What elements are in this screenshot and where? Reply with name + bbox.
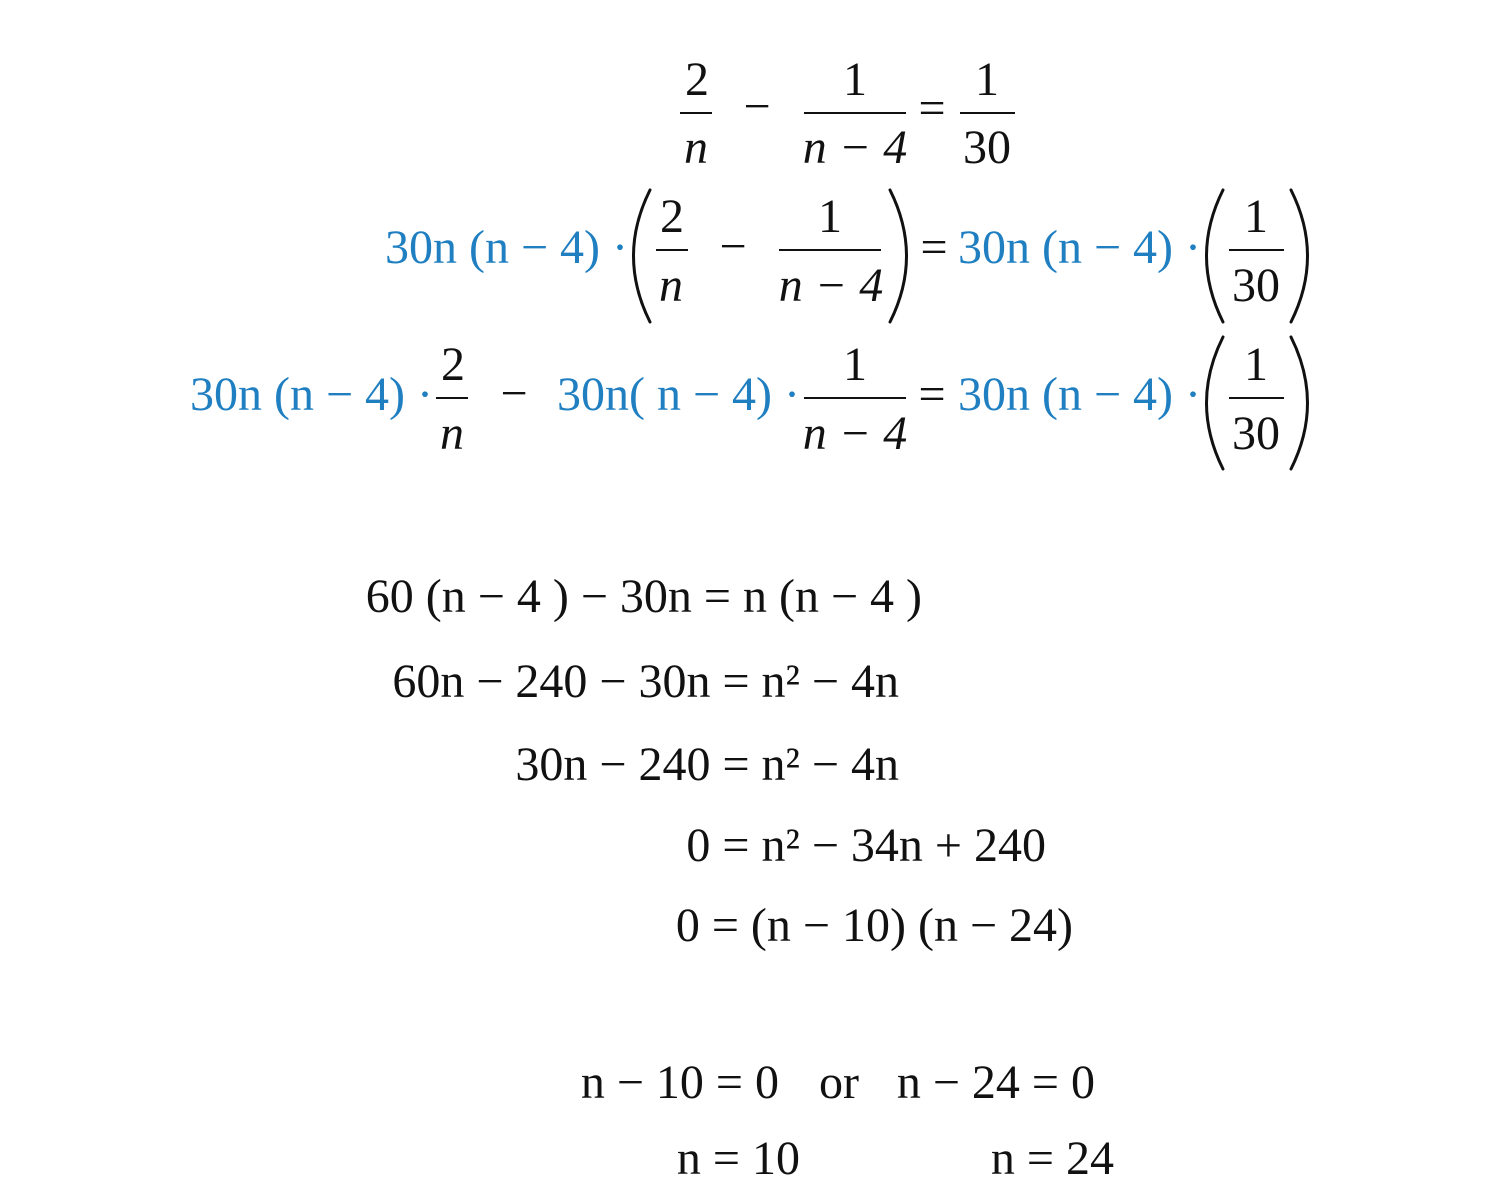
minus-sign: − xyxy=(719,220,747,273)
equals-sign: = xyxy=(918,82,946,135)
distributed-line xyxy=(190,337,1308,469)
step-equation: 30n − 240 = n² − 4n xyxy=(515,738,899,791)
step-equation: 60 (n − 4 ) − 30n = n (n − 4 ) xyxy=(365,570,922,623)
fraction-denominator: 30 xyxy=(1232,407,1280,460)
fraction-denominator: n xyxy=(440,407,464,460)
lcd-multiplication-line xyxy=(385,190,1308,322)
fraction-denominator: 30 xyxy=(963,121,1011,174)
left-parenthesis xyxy=(1207,337,1224,469)
lcd-factor: 30n (n − 4) · xyxy=(958,221,1202,274)
equals-sign: = xyxy=(918,368,946,421)
step-equation: 0 = (n − 10) (n − 24) xyxy=(675,899,1073,952)
factor-equation-right: n − 24 = 0 xyxy=(896,1056,1095,1109)
fraction-numerator: 2 xyxy=(685,53,709,106)
fraction-numerator: 2 xyxy=(660,190,684,243)
lcd-factor: 30n( n − 4) · xyxy=(557,368,801,421)
fraction-denominator: n − 4 xyxy=(778,259,884,312)
fraction-numerator: 1 xyxy=(1244,338,1268,391)
lcd-factor: 30n (n − 4) · xyxy=(385,221,629,274)
solutions xyxy=(581,1056,1114,1185)
lcd-factor: 30n (n − 4) · xyxy=(190,368,434,421)
fraction-numerator: 2 xyxy=(441,338,465,391)
fraction-denominator: n xyxy=(684,121,708,174)
fraction-denominator: 30 xyxy=(1232,259,1280,312)
right-parenthesis xyxy=(890,190,907,322)
simplification-steps xyxy=(366,570,1073,952)
fraction-numerator: 1 xyxy=(975,53,999,106)
fraction-numerator: 1 xyxy=(1244,190,1268,243)
solution-right: n = 24 xyxy=(990,1132,1114,1185)
fraction-numerator: 1 xyxy=(843,53,867,106)
step-equation: 60n − 240 − 30n = n² − 4n xyxy=(392,655,899,708)
or-word: or xyxy=(819,1056,859,1109)
fraction-denominator: n − 4 xyxy=(802,407,908,460)
step-equation: 0 = n² − 34n + 240 xyxy=(686,819,1046,872)
original-equation xyxy=(680,53,1015,174)
right-parenthesis xyxy=(1291,190,1308,322)
left-parenthesis xyxy=(634,190,651,322)
right-parenthesis xyxy=(1291,337,1308,469)
fraction-denominator: n − 4 xyxy=(802,121,908,174)
left-parenthesis xyxy=(1207,190,1224,322)
factor-equation-left: n − 10 = 0 xyxy=(580,1056,779,1109)
equals-sign: = xyxy=(920,221,948,274)
solution-left: n = 10 xyxy=(676,1132,800,1185)
fraction-numerator: 1 xyxy=(818,190,842,243)
minus-sign: − xyxy=(500,367,528,420)
fraction-denominator: n xyxy=(659,259,683,312)
fraction-numerator: 1 xyxy=(843,338,867,391)
minus-sign: − xyxy=(743,80,771,133)
lcd-factor: 30n (n − 4) · xyxy=(958,368,1202,421)
